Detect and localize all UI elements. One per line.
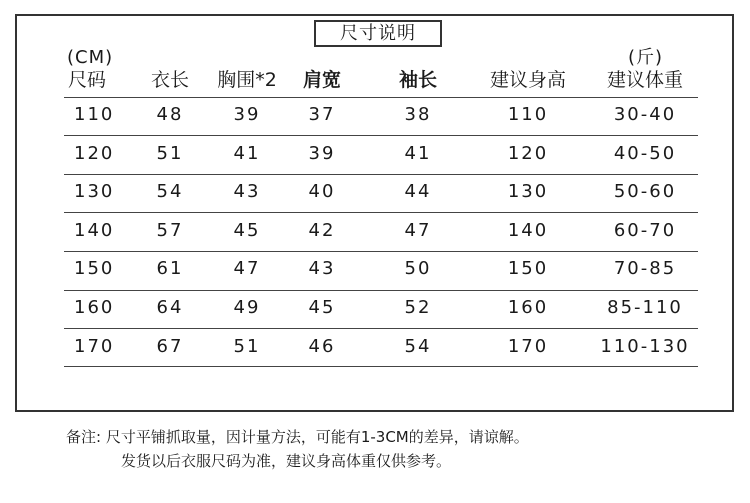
table-divider — [64, 212, 698, 213]
cell-weight: 110-130 — [600, 336, 690, 357]
header-weight: 建议体重 — [606, 69, 684, 91]
cell-sleeve: 50 — [404, 258, 432, 279]
cell-height: 130 — [507, 181, 549, 202]
cell-size: 160 — [74, 297, 115, 318]
header-size: 尺码 — [68, 69, 107, 91]
cell-length: 48 — [156, 104, 184, 125]
cell-height: 160 — [507, 297, 549, 318]
header-sleeve: 袖长 — [398, 69, 438, 91]
cell-chest: 47 — [233, 258, 261, 279]
cell-shoulder: 46 — [308, 336, 336, 357]
cell-shoulder: 37 — [308, 104, 336, 125]
cell-length: 61 — [156, 258, 184, 279]
cell-height: 170 — [507, 336, 549, 357]
cell-size: 110 — [74, 104, 115, 125]
table-divider — [64, 328, 698, 329]
cell-height: 150 — [507, 258, 549, 279]
cell-sleeve: 47 — [404, 220, 432, 241]
cell-sleeve: 54 — [404, 336, 432, 357]
cell-chest: 43 — [233, 181, 261, 202]
cell-shoulder: 45 — [308, 297, 336, 318]
cell-shoulder: 43 — [308, 258, 336, 279]
cell-height: 140 — [507, 220, 549, 241]
cell-sleeve: 41 — [404, 143, 432, 164]
unit-label-cm: (CM) — [67, 47, 114, 68]
cell-size: 150 — [74, 258, 115, 279]
cell-height: 110 — [507, 104, 549, 125]
note-line-1: 备注: 尺寸平铺抓取量，因计量方法，可能有1-3CM的差异，请谅解。 — [66, 428, 529, 446]
table-divider — [64, 97, 698, 98]
size-chart-title: 尺寸说明 — [314, 20, 442, 47]
cell-weight: 30-40 — [613, 104, 677, 125]
cell-weight: 85-110 — [607, 297, 683, 318]
header-height: 建议身高 — [489, 69, 567, 91]
cell-length: 57 — [156, 220, 184, 241]
table-divider — [64, 251, 698, 252]
header-shoulder: 肩宽 — [302, 69, 342, 91]
cell-length: 67 — [156, 336, 184, 357]
cell-length: 54 — [156, 181, 184, 202]
cell-weight: 70-85 — [613, 258, 677, 279]
header-length: 衣长 — [150, 69, 190, 91]
cell-chest: 45 — [233, 220, 261, 241]
header-chest: 胸围*2 — [217, 69, 277, 91]
table-divider — [64, 366, 698, 367]
table-divider — [64, 135, 698, 136]
table-divider — [64, 174, 698, 175]
table-divider — [64, 290, 698, 291]
unit-label-jin: (斤) — [628, 47, 664, 68]
cell-chest: 41 — [233, 143, 261, 164]
cell-weight: 40-50 — [613, 143, 677, 164]
cell-weight: 60-70 — [613, 220, 677, 241]
cell-size: 120 — [74, 143, 115, 164]
cell-weight: 50-60 — [613, 181, 677, 202]
cell-chest: 51 — [233, 336, 261, 357]
cell-shoulder: 40 — [308, 181, 336, 202]
cell-height: 120 — [507, 143, 549, 164]
cell-sleeve: 52 — [404, 297, 432, 318]
cell-chest: 49 — [233, 297, 261, 318]
cell-length: 51 — [156, 143, 184, 164]
cell-size: 170 — [74, 336, 115, 357]
cell-sleeve: 44 — [404, 181, 432, 202]
cell-sleeve: 38 — [404, 104, 432, 125]
cell-shoulder: 42 — [308, 220, 336, 241]
cell-size: 140 — [74, 220, 115, 241]
cell-chest: 39 — [233, 104, 261, 125]
cell-shoulder: 39 — [308, 143, 336, 164]
cell-size: 130 — [74, 181, 115, 202]
note-line-2: 发货以后衣服尺码为准，建议身高体重仅供参考。 — [121, 452, 452, 470]
cell-length: 64 — [156, 297, 184, 318]
